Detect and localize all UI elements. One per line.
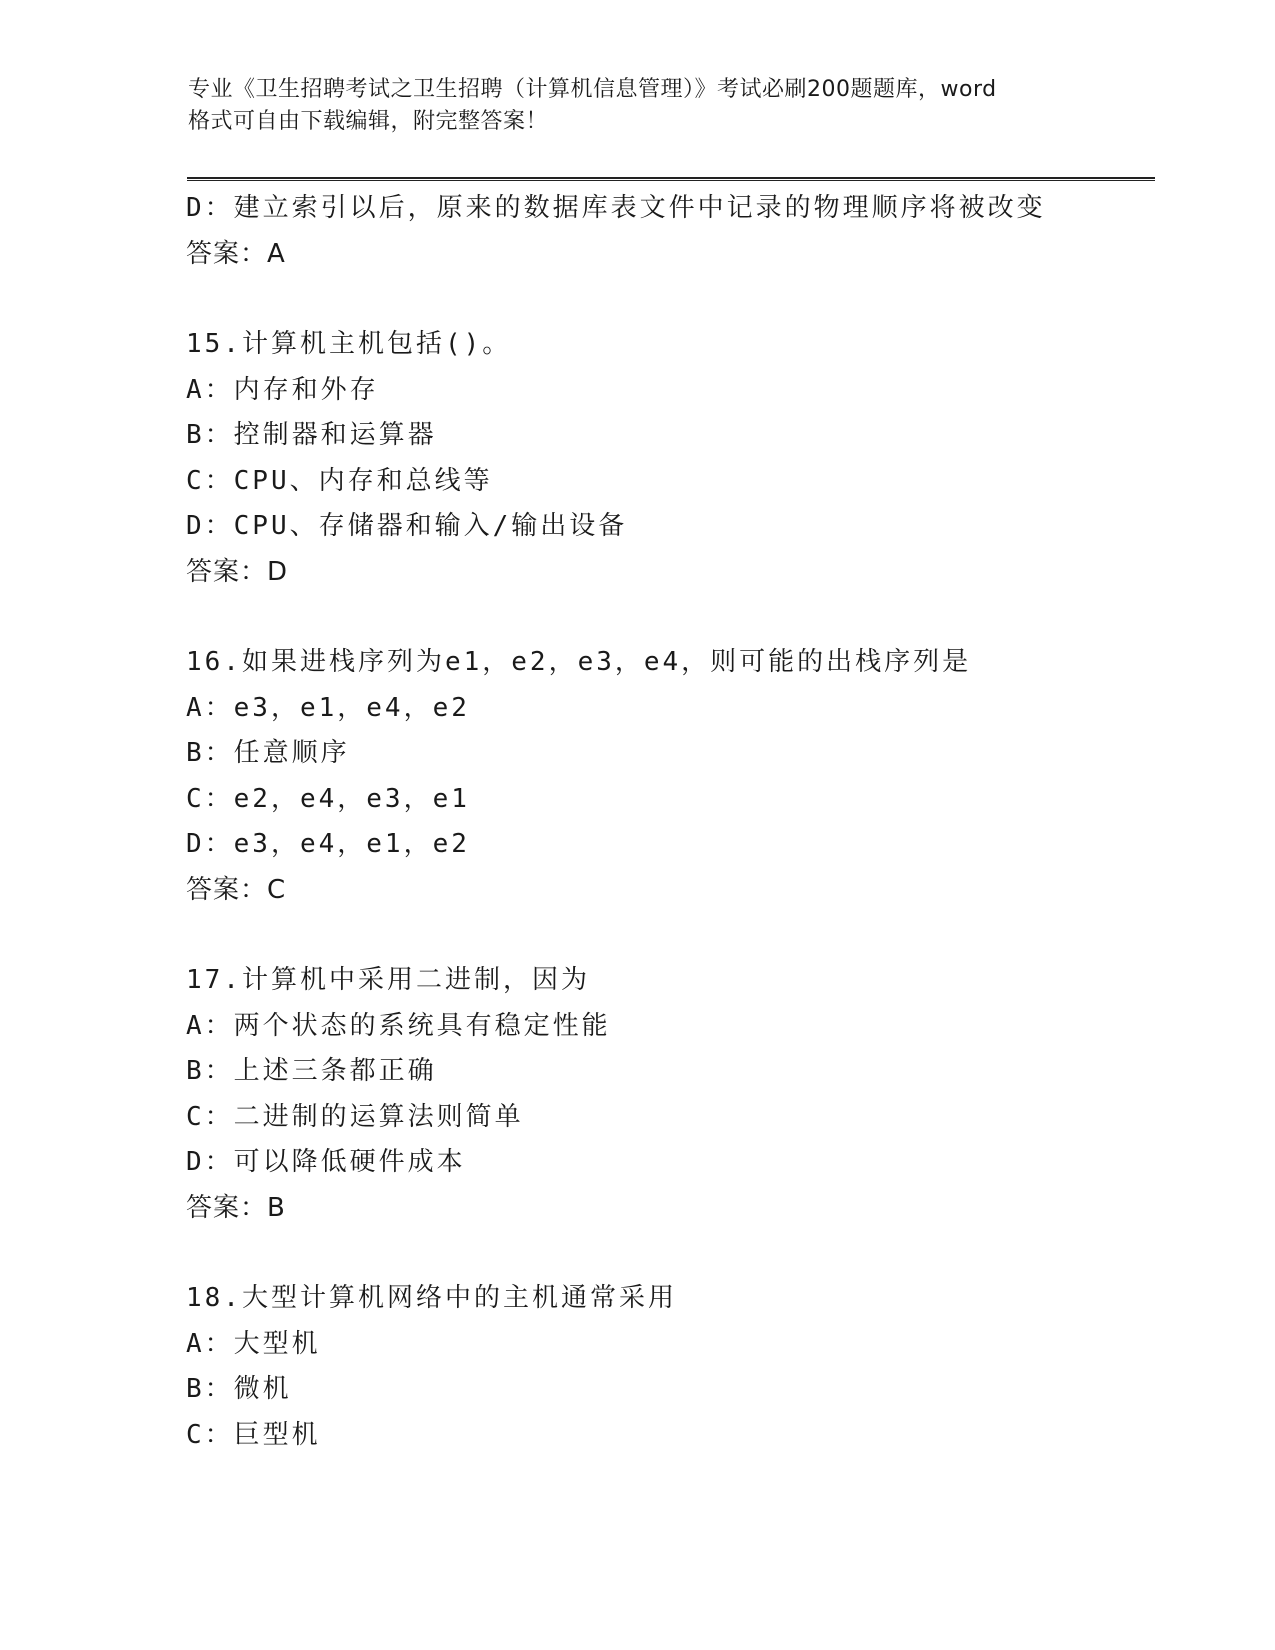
question-stem: 16.如果进栈序列为e1，e2，e3，e4，则可能的出栈序列是 [186, 647, 972, 677]
header-line-1: 专业《卫生招聘考试之卫生招聘（计算机信息管理）》考试必刷200题题库，word [188, 77, 997, 102]
option-c: C：二进制的运算法则简单 [186, 1101, 524, 1132]
answer: 答案：A [186, 238, 286, 269]
option-a: A：e3，e1，e4，e2 [186, 692, 470, 723]
page-header [188, 74, 1088, 138]
option-c: C：e2，e4，e3，e1 [186, 783, 470, 814]
option-b: B：微机 [186, 1374, 292, 1404]
question-15 [186, 322, 1146, 595]
option-c: C：CPU、内存和总线等 [186, 465, 493, 496]
question-16 [186, 640, 1146, 913]
option-d: D：建立索引以后，原来的数据库表文件中记录的物理顺序将被改变 [186, 193, 1046, 223]
header-divider [187, 177, 1155, 181]
option-b: B：控制器和运算器 [186, 420, 437, 450]
header-line-2: 格式可自由下载编辑，附完整答案！ [188, 109, 549, 134]
option-d: D：e3，e4，e1，e2 [186, 829, 470, 859]
option-a: A：两个状态的系统具有稳定性能 [186, 1010, 611, 1041]
question-stem: 17.计算机中采用二进制，因为 [186, 965, 590, 995]
option-c: C：巨型机 [186, 1419, 321, 1450]
spacer [186, 277, 1146, 322]
option-d: D：CPU、存储器和输入/输出设备 [186, 511, 628, 541]
option-a: A：内存和外存 [186, 374, 379, 405]
question-stem: 15.计算机主机包括()。 [186, 329, 512, 359]
spacer [186, 595, 1146, 640]
question-stem: 18.大型计算机网络中的主机通常采用 [186, 1283, 677, 1313]
answer: 答案：C [186, 874, 287, 905]
question-18 [186, 1276, 1146, 1458]
option-d: D：可以降低硬件成本 [186, 1147, 466, 1177]
answer: 答案：B [186, 1192, 286, 1223]
option-b: B：任意顺序 [186, 738, 350, 768]
option-a: A：大型机 [186, 1328, 321, 1359]
spacer [186, 913, 1146, 958]
spacer [186, 1231, 1146, 1276]
question-17 [186, 958, 1146, 1231]
document-body [186, 186, 1146, 1458]
answer: 答案：D [186, 556, 289, 587]
option-b: B：上述三条都正确 [186, 1056, 437, 1086]
